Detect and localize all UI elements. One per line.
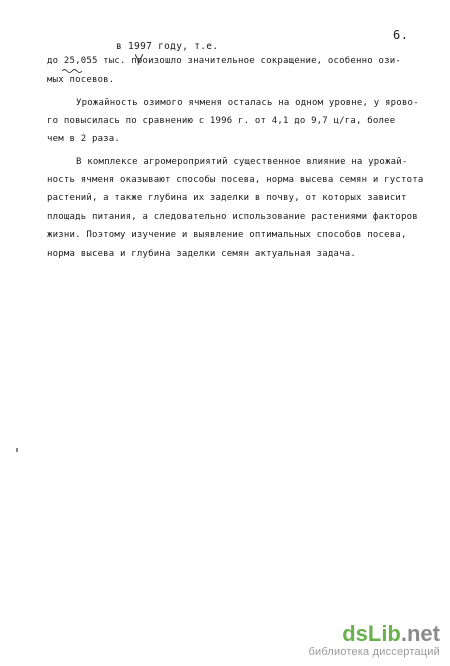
text-line: норма высева и глубина заделки семян актуальная задача. <box>47 249 357 259</box>
text-line: мых посевов. <box>47 75 115 85</box>
watermark-logo-part2: .net <box>400 621 440 646</box>
watermark[interactable] <box>308 623 440 658</box>
paragraph-start-line: Урожайность озимого ячменя осталась на одном уровне, у ярово- <box>76 98 419 108</box>
text-line: ность ячменя оказывают способы посева, норма высева семян и густота <box>47 175 424 185</box>
watermark-subtitle: библиотека диссертаций <box>308 646 440 658</box>
text-line: площадь питания, а следовательно использование растениями факторов <box>47 212 418 222</box>
text-line: растений, а также глубина их заделки в почву, от которых зависит <box>47 193 407 203</box>
margin-mark <box>16 448 18 452</box>
text-line: чем в 2 раза. <box>47 134 121 144</box>
watermark-logo <box>308 623 440 645</box>
text-line: до 25,055 тыс. произошло значительное сокращение, особенно ози- <box>47 56 401 66</box>
handwritten-insert: в 1997 году, т.е. <box>116 41 219 52</box>
watermark-logo-part1: dsLib <box>342 621 401 646</box>
text-line: го повысилась по сравнению с 1996 г. от 4,1 до 9,7 ц/га, более <box>47 116 396 126</box>
page-number: 6. <box>393 28 409 42</box>
paragraph-start-line: В комплексе агромероприятий существенное влияние на урожай- <box>76 157 408 167</box>
text-line: жизни. Поэтому изучение и выявление оптимальных способов посева, <box>47 230 407 240</box>
